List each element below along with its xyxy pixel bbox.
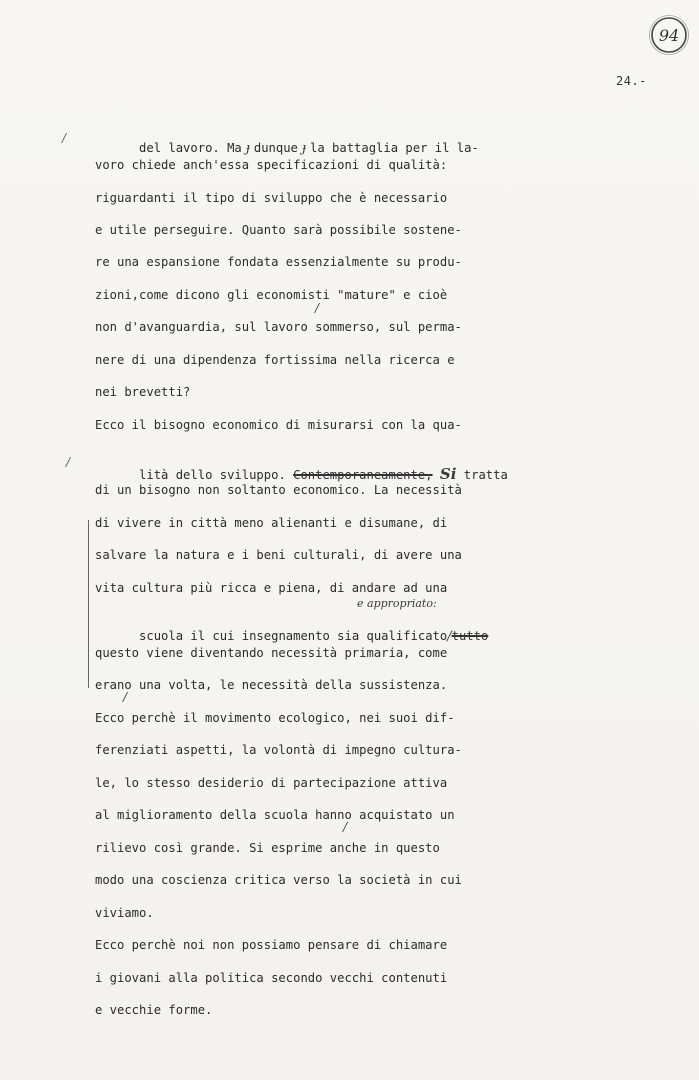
text-line: e utile perseguire. Quanto sarà possibile sostene- (95, 223, 462, 237)
text-line: del lavoro. Ma ɟ dunque ɟ la battaglia per il la- (139, 141, 479, 156)
text-line: Ecco perchè noi non possiamo pensare di chiamare (95, 938, 448, 952)
handwritten-correction: Si (439, 465, 457, 483)
text-line: di un bisogno non soltanto economico. La necessità (95, 483, 462, 497)
text-line: di vivere in città meno alienanti e disumane, di (95, 516, 448, 530)
stamp-number: 94 (658, 26, 680, 45)
handwritten-mark: / (343, 820, 348, 834)
text-line: salvare la natura e i beni culturali, di avere una (95, 548, 462, 562)
handwritten-mark: ɟ (301, 141, 307, 156)
struck-word: tutto (451, 629, 489, 643)
handwritten-mark: / (123, 690, 128, 704)
circled-page-stamp-icon (648, 14, 690, 56)
text-line: scuola il cui insegnamento sia qualificato/tutto (139, 629, 489, 644)
text-line: al miglioramento della scuola hanno acquistato un (95, 808, 455, 822)
text-line: viviamo. (95, 906, 154, 920)
page-number: 24.- (616, 74, 647, 88)
text-line: i giovani alla politica secondo vecchi contenuti (95, 971, 448, 985)
text-line: riguardanti il tipo di sviluppo che è necessario (95, 191, 448, 205)
margin-bracket (88, 520, 89, 688)
margin-mark: / (66, 455, 71, 469)
text-line: vita cultura più ricca e piena, di andare ad una (95, 581, 448, 595)
text-line: re una espansione fondata essenzialmente su produ- (95, 255, 462, 269)
text-line: nei brevetti? (95, 385, 191, 399)
text-line: nere di una dipendenza fortissima nella ricerca e (95, 353, 455, 367)
text-line: questo viene diventando necessità primaria, come (95, 646, 448, 660)
text-line: voro chiede anch'essa specificazioni di qualità: (95, 158, 448, 172)
text-line: non d'avanguardia, sul lavoro sommerso, sul perma- (95, 320, 462, 334)
handwritten-mark: / (447, 629, 452, 644)
text-line: erano una volta, le necessità della sussistenza. (95, 678, 448, 692)
text-line: le, lo stesso desiderio di partecipazione attiva (95, 776, 448, 790)
text-line: Ecco perchè il movimento ecologico, nei suoi dif- (95, 711, 455, 725)
text-line: modo una coscienza critica verso la società in cui (95, 873, 462, 887)
text-line: lità dello sviluppo. Contemporaneamente, Si tratta (139, 465, 508, 483)
text-line: Ecco il bisogno economico di misurarsi con la qua- (95, 418, 462, 432)
struck-word: Contemporaneamente, (293, 468, 433, 482)
text-line: ferenziati aspetti, la volontà di impegno cultura- (95, 743, 462, 757)
text-line: zioni,come dicono gli economisti "mature" e cioè (95, 288, 448, 302)
handwritten-insert: e appropriato: (357, 597, 437, 610)
text-line: rilievo così grande. Si esprime anche in questo (95, 841, 440, 855)
handwritten-mark: ɟ (245, 141, 250, 156)
margin-mark: / (62, 131, 67, 145)
text-line: e vecchie forme. (95, 1003, 213, 1017)
handwritten-mark: / (315, 301, 320, 315)
